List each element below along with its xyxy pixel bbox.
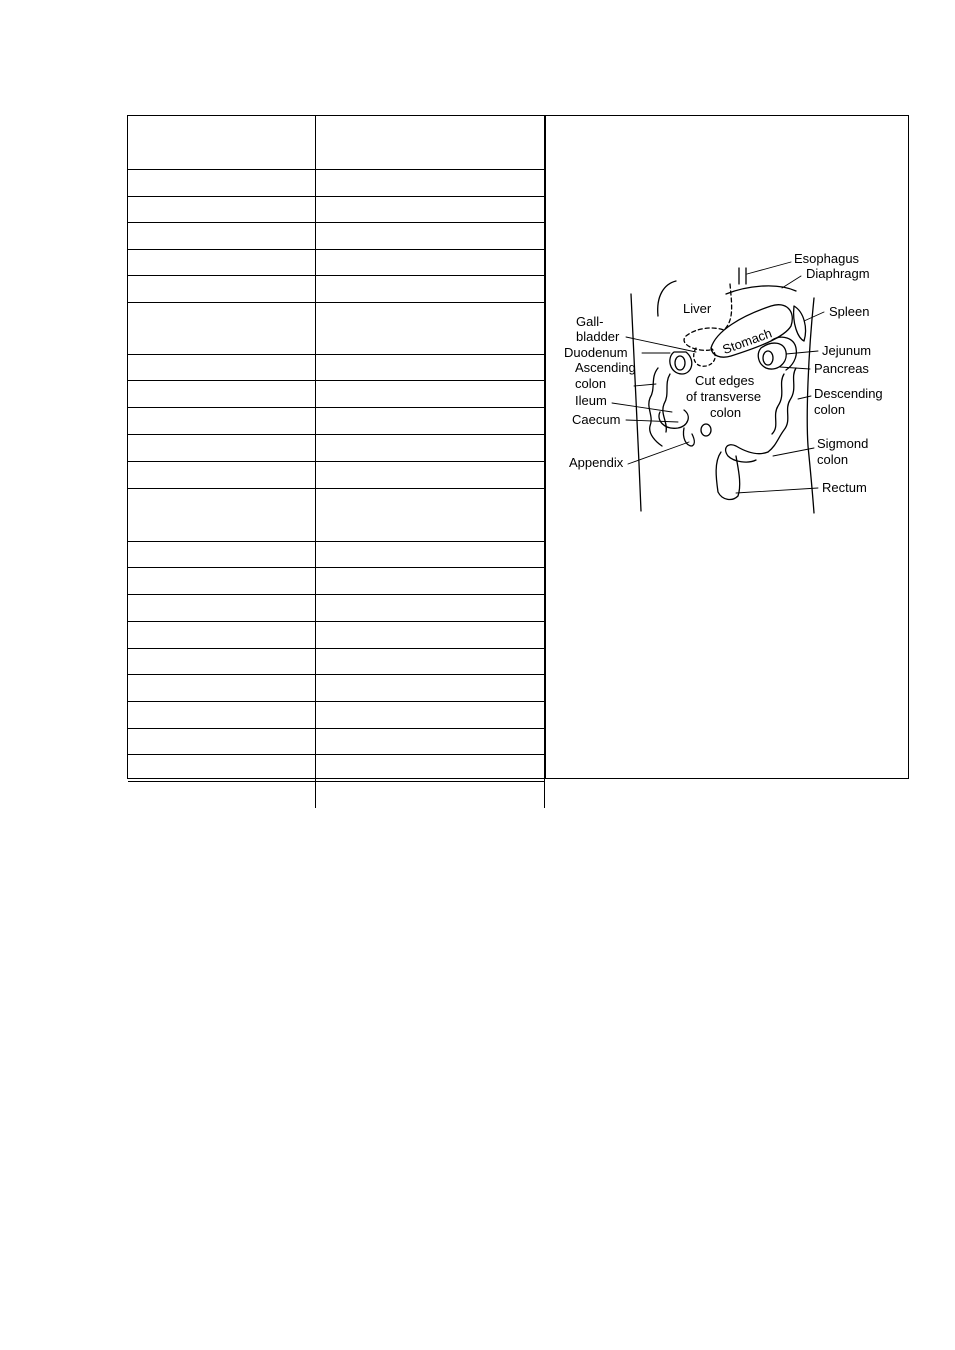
table-row bbox=[128, 354, 545, 380]
label-esophagus: Esophagus bbox=[794, 251, 860, 266]
term-cell bbox=[128, 249, 316, 275]
label-jejunum: Jejunum bbox=[822, 343, 872, 358]
table-row bbox=[128, 222, 545, 249]
answer-cell bbox=[316, 674, 545, 701]
label-stomach: Stomach bbox=[720, 325, 774, 358]
label-ascending-2: colon bbox=[575, 376, 607, 391]
label-caecum: Caecum bbox=[572, 412, 621, 427]
answer-cell bbox=[316, 728, 545, 754]
answer-cell bbox=[316, 594, 545, 621]
table-row bbox=[128, 116, 545, 169]
worksheet-table bbox=[127, 115, 909, 779]
term-cell bbox=[128, 275, 316, 302]
table-row bbox=[128, 302, 545, 354]
answer-cell bbox=[316, 754, 545, 781]
term-cell bbox=[128, 674, 316, 701]
term-cell bbox=[128, 488, 316, 541]
table-row bbox=[128, 728, 545, 754]
table-row bbox=[128, 594, 545, 621]
table-row bbox=[128, 754, 545, 781]
answer-cell bbox=[316, 567, 545, 594]
diagram-cell bbox=[545, 116, 909, 778]
esophagus-line bbox=[739, 268, 746, 284]
liver-outline bbox=[684, 284, 732, 350]
table-row bbox=[128, 196, 545, 222]
ascending-colon bbox=[649, 368, 662, 446]
term-cell bbox=[128, 701, 316, 728]
term-cell bbox=[128, 781, 316, 808]
table-row bbox=[128, 567, 545, 594]
term-cell bbox=[128, 754, 316, 781]
duodenum-loop bbox=[670, 352, 692, 374]
answer-cell bbox=[316, 222, 545, 249]
answer-cell bbox=[316, 434, 545, 461]
label-cut-edges-3: colon bbox=[710, 405, 742, 420]
table-row bbox=[128, 169, 545, 196]
label-gallbladder-1: Gall- bbox=[576, 314, 604, 329]
table-row bbox=[128, 461, 545, 488]
term-cell bbox=[128, 407, 316, 434]
table-row bbox=[128, 781, 545, 808]
label-duodenum: Duodenum bbox=[564, 345, 628, 360]
label-spleen: Spleen bbox=[829, 304, 870, 319]
answer-cell bbox=[316, 249, 545, 275]
label-liver: Liver bbox=[683, 301, 712, 316]
label-ileum: Ileum bbox=[575, 393, 607, 408]
term-cell bbox=[128, 354, 316, 380]
shoulder-curve bbox=[658, 281, 676, 316]
label-pancreas: Pancreas bbox=[814, 361, 869, 376]
answer-cell bbox=[316, 701, 545, 728]
label-descending-2: colon bbox=[814, 402, 846, 417]
term-cell bbox=[128, 567, 316, 594]
label-gallbladder-2: bladder bbox=[576, 329, 620, 344]
answer-cell bbox=[316, 116, 545, 169]
label-sigmoid-2: colon bbox=[817, 452, 849, 467]
rectum-shape bbox=[716, 452, 740, 499]
table-row bbox=[128, 488, 545, 541]
answer-cell bbox=[316, 648, 545, 674]
table-row bbox=[128, 648, 545, 674]
table-row bbox=[128, 407, 545, 434]
table-row bbox=[128, 701, 545, 728]
label-appendix: Appendix bbox=[569, 455, 624, 470]
table-row bbox=[128, 249, 545, 275]
digestive-system-diagram bbox=[546, 116, 910, 778]
term-cell bbox=[128, 196, 316, 222]
table-row bbox=[128, 541, 545, 567]
label-descending-1: Descending bbox=[814, 386, 883, 401]
body-outline-left bbox=[631, 294, 641, 511]
term-cell bbox=[128, 169, 316, 196]
answer-cell bbox=[316, 621, 545, 648]
blank-answer-table bbox=[128, 116, 545, 808]
label-ascending-1: Ascending bbox=[575, 360, 636, 375]
answer-cell bbox=[316, 354, 545, 380]
sigmoid-colon bbox=[726, 445, 768, 462]
label-cut-edges-1: Cut edges bbox=[695, 373, 755, 388]
table-row bbox=[128, 434, 545, 461]
table-row bbox=[128, 380, 545, 407]
answer-cell bbox=[316, 461, 545, 488]
answer-cell bbox=[316, 196, 545, 222]
answer-cell bbox=[316, 169, 545, 196]
table-row bbox=[128, 621, 545, 648]
label-diaphragm: Diaphragm bbox=[806, 266, 870, 281]
term-cell bbox=[128, 302, 316, 354]
term-cell bbox=[128, 728, 316, 754]
label-cut-edges-2: of transverse bbox=[686, 389, 762, 404]
diagram-labels bbox=[564, 251, 883, 495]
answer-cell bbox=[316, 488, 545, 541]
answer-cell bbox=[316, 407, 545, 434]
answer-cell bbox=[316, 541, 545, 567]
label-sigmoid-1: Sigmond bbox=[817, 436, 869, 451]
term-cell bbox=[128, 594, 316, 621]
term-cell bbox=[128, 541, 316, 567]
term-cell bbox=[128, 621, 316, 648]
body-outline-right bbox=[807, 298, 814, 513]
term-cell bbox=[128, 380, 316, 407]
term-cell bbox=[128, 461, 316, 488]
spleen-shape bbox=[794, 306, 806, 341]
answer-cell bbox=[316, 781, 545, 808]
term-cell bbox=[128, 648, 316, 674]
term-cell bbox=[128, 222, 316, 249]
answer-cell bbox=[316, 275, 545, 302]
diaphragm-curve bbox=[726, 286, 796, 294]
table-row bbox=[128, 674, 545, 701]
term-cell bbox=[128, 116, 316, 169]
label-rectum: Rectum bbox=[822, 480, 867, 495]
term-cell bbox=[128, 434, 316, 461]
answer-cell bbox=[316, 380, 545, 407]
answer-cell bbox=[316, 302, 545, 354]
table-row bbox=[128, 275, 545, 302]
